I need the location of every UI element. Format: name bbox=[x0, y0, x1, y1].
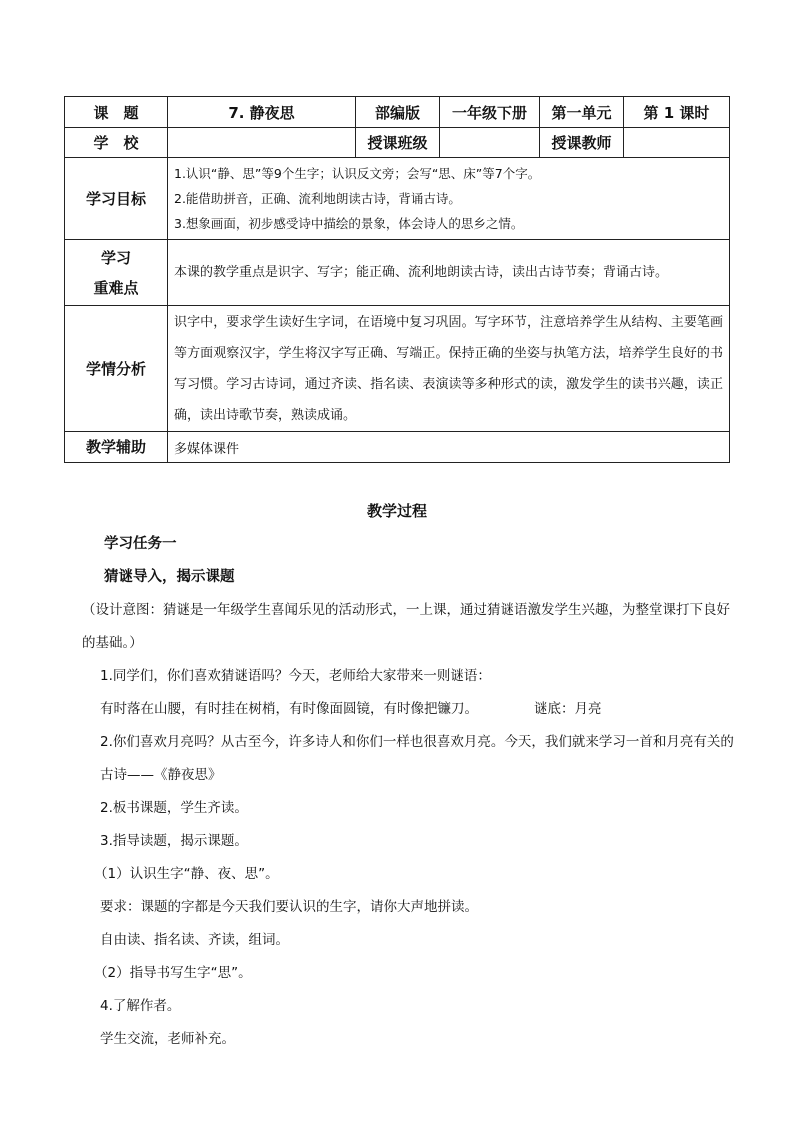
course-label: 课 题 bbox=[65, 97, 168, 128]
period: 第 1 课时 bbox=[624, 97, 730, 128]
school-label: 学 校 bbox=[65, 128, 168, 158]
step-3: 3.指导读题，揭示课题。 bbox=[100, 833, 248, 849]
teacher-label: 授课教师 bbox=[540, 128, 624, 158]
key-points-label bbox=[65, 240, 168, 306]
lesson-info-table bbox=[64, 96, 730, 463]
key-points-text: 本课的教学重点是识字、写字；能正确、流利地朗读古诗，读出古诗节奏；背诵古诗。 bbox=[168, 240, 730, 306]
grade: 一年级下册 bbox=[440, 97, 540, 128]
school-value bbox=[168, 128, 356, 158]
step-4: 4.了解作者。 bbox=[100, 998, 181, 1014]
key-points-label-line1: 学习 bbox=[100, 248, 131, 267]
key-points-row bbox=[65, 240, 730, 306]
riddle-line bbox=[74, 693, 734, 726]
process-body bbox=[74, 528, 734, 1056]
design-intent: （设计意图：猜谜是一年级学生喜闻乐见的活动形式，一上课，通过猜谜语激发学生兴趣，为整堂课打下良好的基础。） bbox=[82, 602, 730, 651]
class-label: 授课班级 bbox=[356, 128, 440, 158]
requirement: 要求：课题的字都是今天我们要认识的生字，请你大声地拼读。 bbox=[100, 899, 478, 915]
exchange: 学生交流，老师补充。 bbox=[100, 1031, 235, 1047]
aids-text: 多媒体课件 bbox=[168, 432, 730, 463]
class-value bbox=[440, 128, 540, 158]
step-1: 1.同学们，你们喜欢猜谜语吗？今天，老师给大家带来一则谜语： bbox=[100, 668, 491, 684]
aids-label: 教学辅助 bbox=[65, 432, 168, 463]
read-modes: 自由读、指名读、齐读，组词。 bbox=[100, 932, 289, 948]
school-row bbox=[65, 128, 730, 158]
task-label: 学习任务一 bbox=[104, 536, 177, 552]
edition: 部编版 bbox=[356, 97, 440, 128]
lesson-title: 7. 静夜思 bbox=[168, 97, 356, 128]
objective-item: 3.想象画面，初步感受诗中描绘的景象，体会诗人的思乡之情。 bbox=[174, 216, 524, 231]
key-points-label-line2: 重难点 bbox=[93, 278, 139, 297]
analysis-row bbox=[65, 306, 730, 432]
riddle-text: 有时落在山腰，有时挂在树梢，有时像面圆镜，有时像把镰刀。 bbox=[100, 701, 478, 717]
task-heading: 猜谜导入，揭示课题 bbox=[104, 569, 235, 585]
process-title: 教学过程 bbox=[366, 502, 427, 520]
unit: 第一单元 bbox=[540, 97, 624, 128]
aids-row bbox=[65, 432, 730, 463]
header-row bbox=[65, 97, 730, 128]
objective-item: 1.认识“静、思”等9个生字；认识反文旁；会写“思、床”等7个字。 bbox=[174, 166, 541, 181]
analysis-label: 学情分析 bbox=[65, 306, 168, 432]
analysis-text: 识字中，要求学生读好生字词，在语境中复习巩固。写字环节，注意培养学生从结构、主要笔画等方面观察汉字，学生将汉字写正确、写端正。保持正确的坐姿与执笔方法，培养学生良好的书写习惯。学习古诗词，通过齐读、指名读、表演读等多种形式的读，激发学生的读书兴趣，读正确，读出诗歌节奏，熟读成诵。 bbox=[168, 306, 730, 432]
teacher-value bbox=[624, 128, 730, 158]
sub-step-1: （1）认识生字“静、夜、思”。 bbox=[94, 866, 279, 882]
objectives-list bbox=[168, 158, 730, 240]
objectives-row bbox=[65, 158, 730, 240]
step-2: 2.你们喜欢月亮吗？从古至今，许多诗人和你们一样也很喜欢月亮。今天，我们就来学习一首和月亮有关的古诗——《静夜思》 bbox=[100, 734, 734, 783]
sub-step-2: （2）指导书写生字“思”。 bbox=[94, 965, 252, 981]
objective-item: 2.能借助拼音，正确、流利地朗读古诗，背诵古诗。 bbox=[174, 191, 461, 206]
objectives-label: 学习目标 bbox=[65, 158, 168, 240]
step-2b: 2.板书课题，学生齐读。 bbox=[100, 800, 248, 816]
riddle-answer: 谜底：月亮 bbox=[534, 701, 602, 717]
